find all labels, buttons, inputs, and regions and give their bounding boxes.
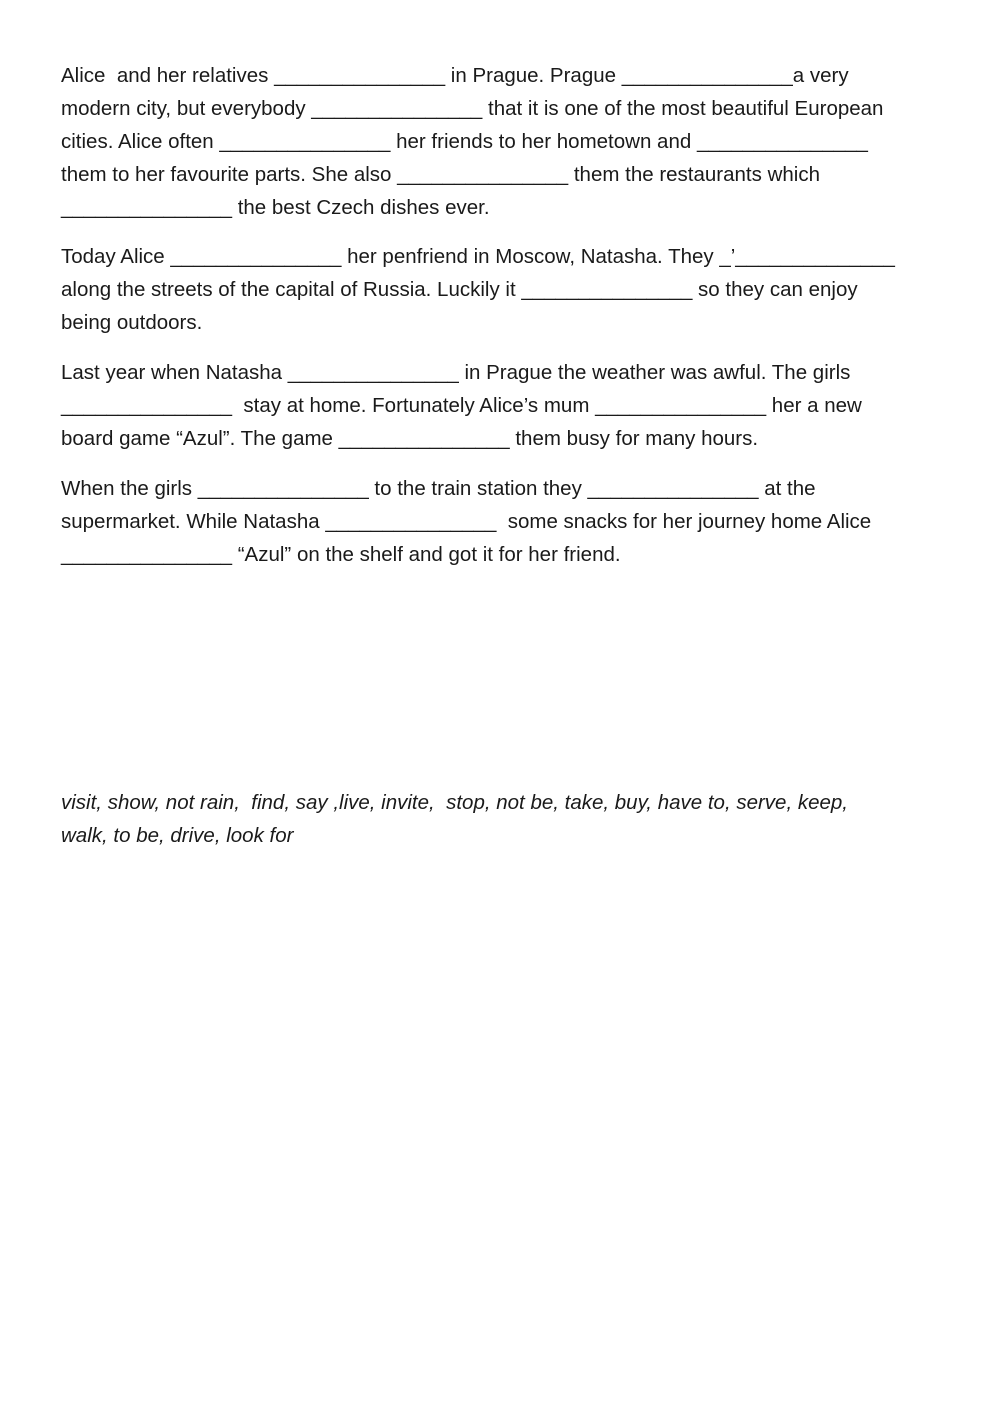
text-line: _______________ “Azul” on the shelf and got it for her friend. (61, 543, 621, 566)
paragraph-4 (61, 472, 941, 571)
word-bank-line: walk, to be, drive, look for (61, 824, 294, 847)
paragraph-1 (61, 59, 941, 224)
text-line: Today Alice _______________ her penfriend in Moscow, Natasha. They _’______________ (61, 245, 895, 268)
word-bank-line: visit, show, not rain, find, say ,live, invite, stop, not be, take, buy, have to, serve, keep, (61, 791, 848, 814)
text-line: _______________ the best Czech dishes ever. (61, 196, 490, 219)
text-line: _______________ stay at home. Fortunately Alice’s mum _______________ her a new (61, 394, 862, 417)
text-line: cities. Alice often _______________ her friends to her hometown and _______________ (61, 130, 868, 153)
text-line: board game “Azul”. The game _______________ them busy for many hours. (61, 427, 759, 450)
word-bank (61, 786, 941, 852)
text-line: modern city, but everybody _______________ that it is one of the most beautiful European (61, 97, 884, 120)
text-line: them to her favourite parts. She also _______________ them the restaurants which (61, 163, 820, 186)
text-line: When the girls _______________ to the train station they _______________ at the (61, 477, 816, 500)
text-line: Last year when Natasha _______________ in Prague the weather was awful. The girls (61, 361, 851, 384)
text-line: supermarket. While Natasha _______________ some snacks for her journey home Alice (61, 510, 872, 533)
text-line: along the streets of the capital of Russia. Luckily it _______________ so they can enjoy (61, 278, 858, 301)
text-line: being outdoors. (61, 311, 203, 334)
paragraph-3 (61, 356, 941, 455)
paragraph-2 (61, 240, 941, 339)
text-line: Alice and her relatives _______________ in Prague. Prague _______________a very (61, 64, 849, 87)
